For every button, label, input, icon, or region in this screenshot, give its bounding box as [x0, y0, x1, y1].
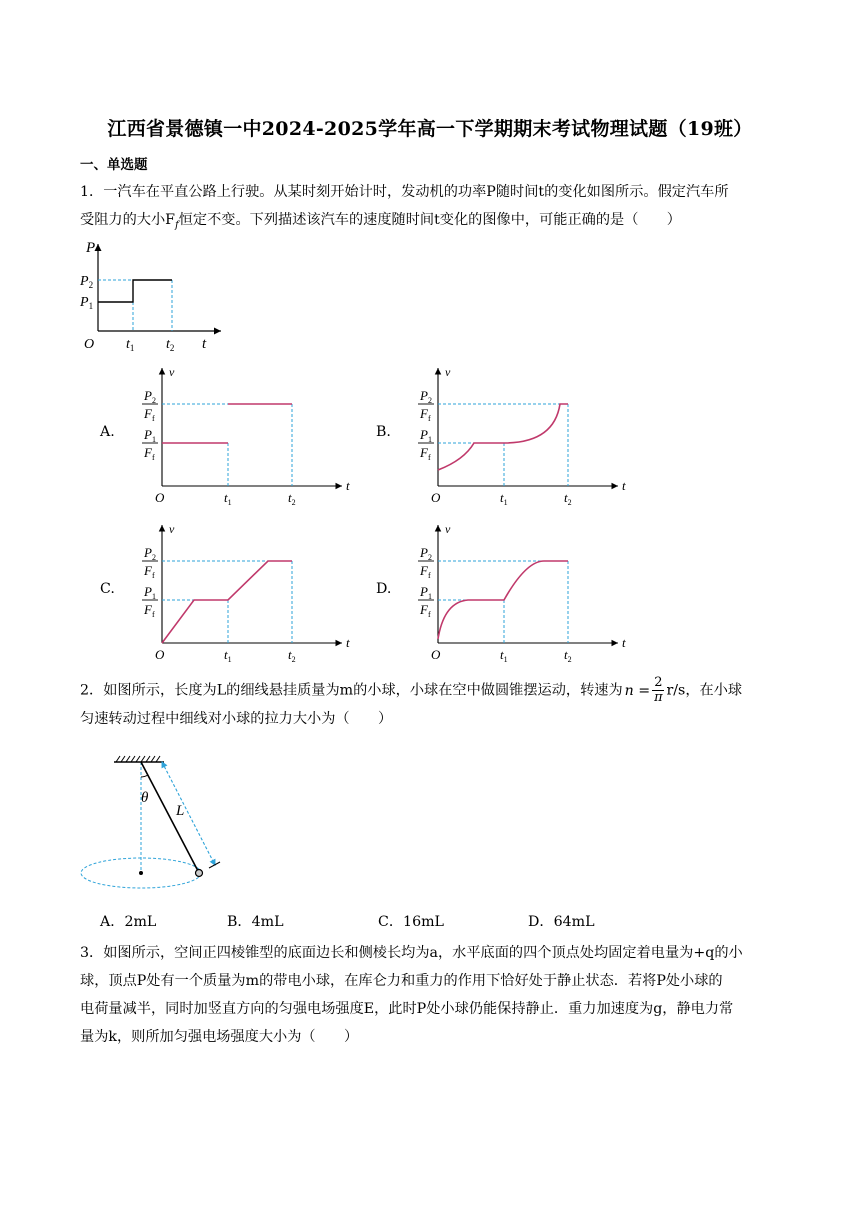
q2-line1: 2．如图所示，长度为L的细线悬挂质量为m的小球，小球在空中做圆锥摆运动，转速为 n = $\frac{2}{\pi}$ r/s，在小球	[80, 675, 743, 705]
p-series	[98, 280, 172, 302]
q2-choice-c[interactable]: C．16mL	[378, 914, 444, 930]
t-label: t	[622, 635, 626, 650]
tick-t2: $t_2$	[564, 490, 572, 507]
option-b-label[interactable]: B.	[376, 424, 391, 440]
tick-p1-num: $P_1$	[144, 584, 156, 601]
v-label: v	[169, 365, 175, 379]
q3-line4: 量为k，则所加匀强电场强度大小为（ ）	[80, 1029, 359, 1045]
q2-choice-b[interactable]: B．4mL	[227, 914, 284, 930]
p-tick-p2: $P_2$	[80, 274, 94, 290]
p-tick-p1: $P_1$	[80, 295, 94, 311]
option-c-label[interactable]: C.	[100, 581, 115, 597]
length-tick	[209, 862, 220, 868]
tick-p1-num: $P_1$	[420, 427, 432, 444]
tick-p1-num: $P_1$	[144, 427, 156, 444]
page-title: 江西省景德镇一中2024-2025学年高一下学期期末考试物理试题（19班）	[107, 118, 753, 140]
tick-t1: $t_1$	[224, 647, 232, 664]
q2-choice-d[interactable]: D．64mL	[528, 914, 595, 930]
p-ylabel: P	[86, 240, 96, 256]
theta-label: θ	[141, 790, 149, 806]
q3-line1: 3．如图所示，空间正四棱锥型的底面边长和侧棱长均为a，水平底面的四个顶点处均固定着电量为+q的小	[80, 945, 743, 961]
p-tick-t1: $t_1$	[126, 337, 135, 353]
tick-p1-den: $F_f$	[144, 602, 155, 619]
origin-label: O	[431, 647, 441, 662]
q2-conical-pendulum-figure	[78, 752, 238, 897]
p-tick-t2: $t_2$	[166, 337, 175, 353]
tick-t1: $t_1$	[500, 647, 508, 664]
option-a-label[interactable]: A.	[100, 424, 115, 440]
tick-p1-num: $P_1$	[420, 584, 432, 601]
tick-p1-den: $F_f$	[420, 445, 431, 462]
velocity-curve	[438, 404, 568, 470]
q1-line1: 1．一汽车在平直公路上行驶。从某时刻开始计时，发动机的功率P随时间t的变化如图所示。假定汽车所	[80, 184, 729, 200]
tick-p2-num: $P_2$	[144, 388, 156, 405]
t-label: t	[346, 635, 350, 650]
ceiling-hatch	[116, 756, 160, 762]
velocity-curve	[162, 404, 292, 443]
center-dot	[139, 871, 143, 875]
tick-t2: $t_2$	[564, 647, 572, 664]
velocity-curve	[438, 561, 568, 639]
v-label: v	[445, 365, 451, 379]
q3-line2: 球，顶点P处有一个质量为m的带电小球，在库仑力和重力的作用下恰好处于静止状态．若将P处小球的	[80, 973, 723, 989]
tick-p1-den: $F_f$	[144, 445, 155, 462]
t-label: t	[622, 478, 626, 493]
q3-stem	[80, 939, 782, 1051]
tick-p2-num: $P_2$	[420, 545, 432, 562]
tick-t1: $t_1$	[224, 490, 232, 507]
q3-line3: 电荷量减半，同时加竖直方向的匀强电场强度E，此时P处小球仍能保持静止．重力加速度为g，静电力常	[80, 1001, 734, 1017]
theta-arc	[141, 775, 148, 777]
option-d-graph	[392, 517, 632, 667]
q2-line2: 匀速转动过程中细线对小球的拉力大小为（ ）	[80, 711, 393, 727]
tick-p1-den: $F_f$	[420, 602, 431, 619]
p-origin: O	[84, 337, 95, 352]
velocity-curve	[162, 561, 292, 643]
tick-t2: $t_2$	[288, 647, 296, 664]
tick-p2-num: $P_2$	[144, 545, 156, 562]
p-xlabel: t	[202, 336, 207, 352]
length-label: L	[176, 803, 185, 819]
q1-line2: 受阻力的大小$F_f$恒定不变。下列描述该汽车的速度随时间t变化的图像中，可能正确的是（ ）	[80, 212, 681, 231]
origin-label: O	[155, 490, 165, 505]
tick-t2: $t_2$	[288, 490, 296, 507]
q2-stem	[80, 676, 782, 733]
q2-choice-a[interactable]: A．2mL	[100, 914, 157, 930]
option-d-label[interactable]: D.	[376, 581, 392, 597]
q1-stem	[80, 178, 782, 240]
option-c-graph	[116, 517, 356, 667]
v-label: v	[169, 522, 175, 536]
tick-p2-den: $F_f$	[144, 563, 155, 580]
tick-t1: $t_1$	[500, 490, 508, 507]
tick-p2-den: $F_f$	[144, 406, 155, 423]
q1-power-time-graph	[78, 238, 228, 353]
origin-label: O	[431, 490, 441, 505]
option-a-graph	[116, 360, 356, 510]
tick-p2-den: $F_f$	[420, 406, 431, 423]
ball	[196, 870, 203, 877]
tick-p2-den: $F_f$	[420, 563, 431, 580]
q2-fraction: $\frac{2}{\pi}$	[654, 675, 663, 705]
length-arrow	[162, 762, 215, 865]
tick-p2-num: $P_2$	[420, 388, 432, 405]
v-label: v	[445, 522, 451, 536]
section-heading: 一、单选题	[80, 157, 148, 173]
option-b-graph	[392, 360, 632, 510]
t-label: t	[346, 478, 350, 493]
origin-label: O	[155, 647, 165, 662]
